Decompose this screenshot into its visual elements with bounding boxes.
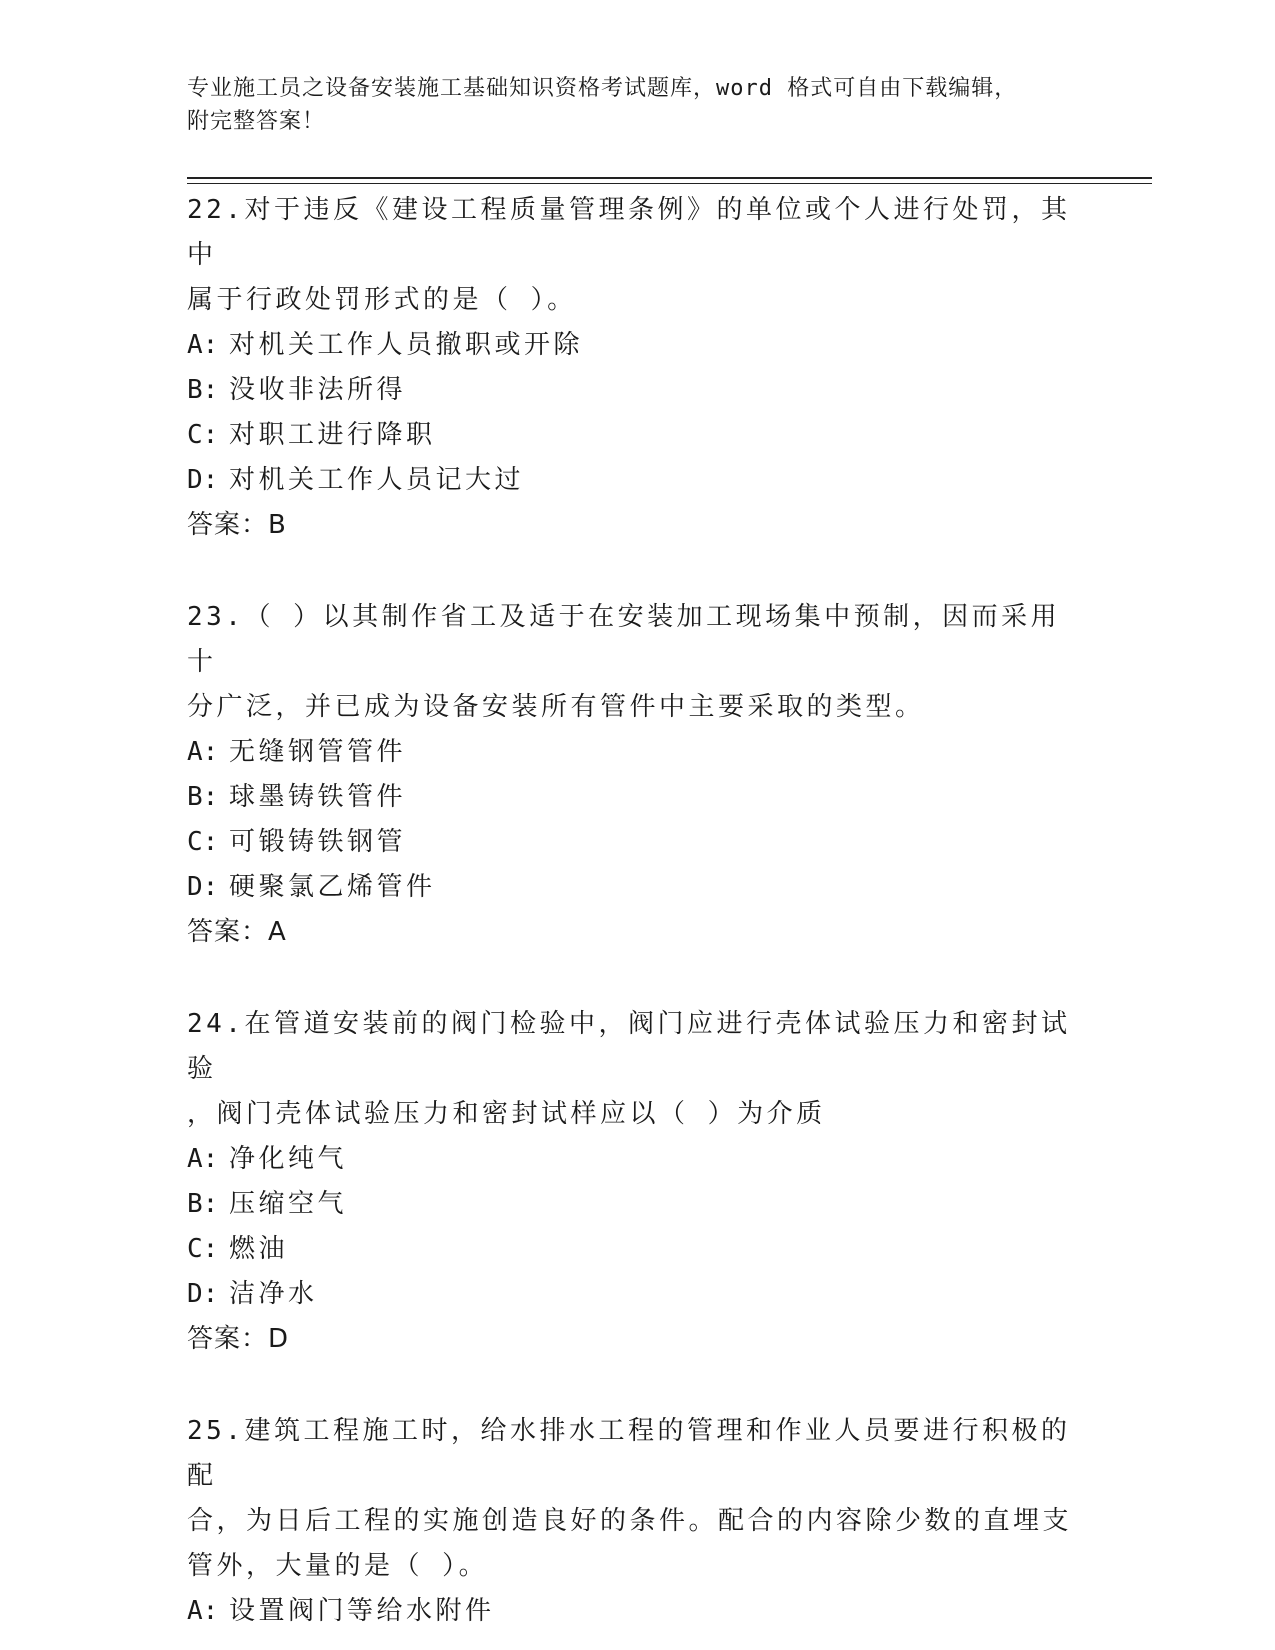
question-24 <box>187 1002 1087 1362</box>
option-c <box>187 820 1087 865</box>
header-divider-thin <box>187 183 1152 184</box>
header-line-2: 附完整答案！ <box>187 109 326 134</box>
option-text: 硬聚氯乙烯管件 <box>229 872 436 902</box>
option-text: 燃油 <box>229 1234 289 1264</box>
header-line-1: 专业施工员之设备安装施工基础知识资格考试题库，word 格式可自由下载编辑， <box>187 76 1018 101</box>
option-d <box>187 865 1087 910</box>
option-letter: C: <box>187 827 219 857</box>
option-a <box>187 1589 1087 1634</box>
option-b <box>187 1182 1087 1227</box>
question-text-line: 23.（ ）以其制作省工及适于在安装加工现场集中预制，因而采用十 <box>187 602 1061 677</box>
document-header <box>187 72 1067 138</box>
option-a <box>187 730 1087 775</box>
question-text-line: 24.在管道安装前的阀门检验中，阀门应进行壳体试验压力和密封试验 <box>187 1009 1071 1084</box>
option-text: 设置阀门等给水附件 <box>229 1596 495 1626</box>
option-letter: D: <box>187 465 219 495</box>
question-text-line: 合，为日后工程的实施创造良好的条件。配合的内容除少数的直埋支 <box>187 1506 1073 1536</box>
option-c <box>187 413 1087 458</box>
question-text-line: 分广泛，并已成为设备安装所有管件中主要采取的类型。 <box>187 692 925 722</box>
option-letter: C: <box>187 1234 219 1264</box>
option-letter: A: <box>187 737 219 767</box>
option-d <box>187 1272 1087 1317</box>
question-22 <box>187 188 1087 548</box>
option-text: 洁净水 <box>229 1279 318 1309</box>
option-d <box>187 458 1087 503</box>
question-25 <box>187 1409 1087 1634</box>
question-text-line: ，阀门壳体试验压力和密封试样应以（ ）为介质 <box>187 1099 826 1129</box>
option-letter: B: <box>187 782 219 812</box>
question-spacer <box>187 1362 1087 1409</box>
option-text: 对机关工作人员撤职或开除 <box>229 330 584 360</box>
option-a <box>187 1137 1087 1182</box>
question-spacer <box>187 955 1087 1002</box>
header-divider-thick <box>187 177 1152 179</box>
option-b <box>187 368 1087 413</box>
option-letter: A: <box>187 1144 219 1174</box>
answer-line: 答案：A <box>187 917 287 947</box>
option-b <box>187 775 1087 820</box>
answer-line: 答案：D <box>187 1324 290 1354</box>
question-list <box>187 188 1087 1634</box>
option-a <box>187 323 1087 368</box>
option-text: 无缝钢管管件 <box>229 737 407 767</box>
option-text: 压缩空气 <box>229 1189 348 1219</box>
option-letter: D: <box>187 1279 219 1309</box>
option-letter: A: <box>187 1596 219 1626</box>
option-letter: B: <box>187 375 219 405</box>
option-c <box>187 1227 1087 1272</box>
option-text: 对职工进行降职 <box>229 420 436 450</box>
answer-line: 答案：B <box>187 510 287 540</box>
option-text: 可锻铸铁钢管 <box>229 827 407 857</box>
option-letter: A: <box>187 330 219 360</box>
question-text-line: 22.对于违反《建设工程质量管理条例》的单位或个人进行处罚，其中 <box>187 195 1071 270</box>
option-letter: D: <box>187 872 219 902</box>
option-text: 球墨铸铁管件 <box>229 782 407 812</box>
question-text-line: 属于行政处罚形式的是（ ）。 <box>187 285 577 315</box>
question-23 <box>187 595 1087 955</box>
option-letter: C: <box>187 420 219 450</box>
question-spacer <box>187 548 1087 595</box>
option-letter: B: <box>187 1189 219 1219</box>
question-text-line: 25.建筑工程施工时，给水排水工程的管理和作业人员要进行积极的配 <box>187 1416 1071 1491</box>
option-text: 没收非法所得 <box>229 375 407 405</box>
question-text-line: 管外，大量的是（ ）。 <box>187 1551 489 1581</box>
option-text: 净化纯气 <box>229 1144 348 1174</box>
option-text: 对机关工作人员记大过 <box>229 465 525 495</box>
